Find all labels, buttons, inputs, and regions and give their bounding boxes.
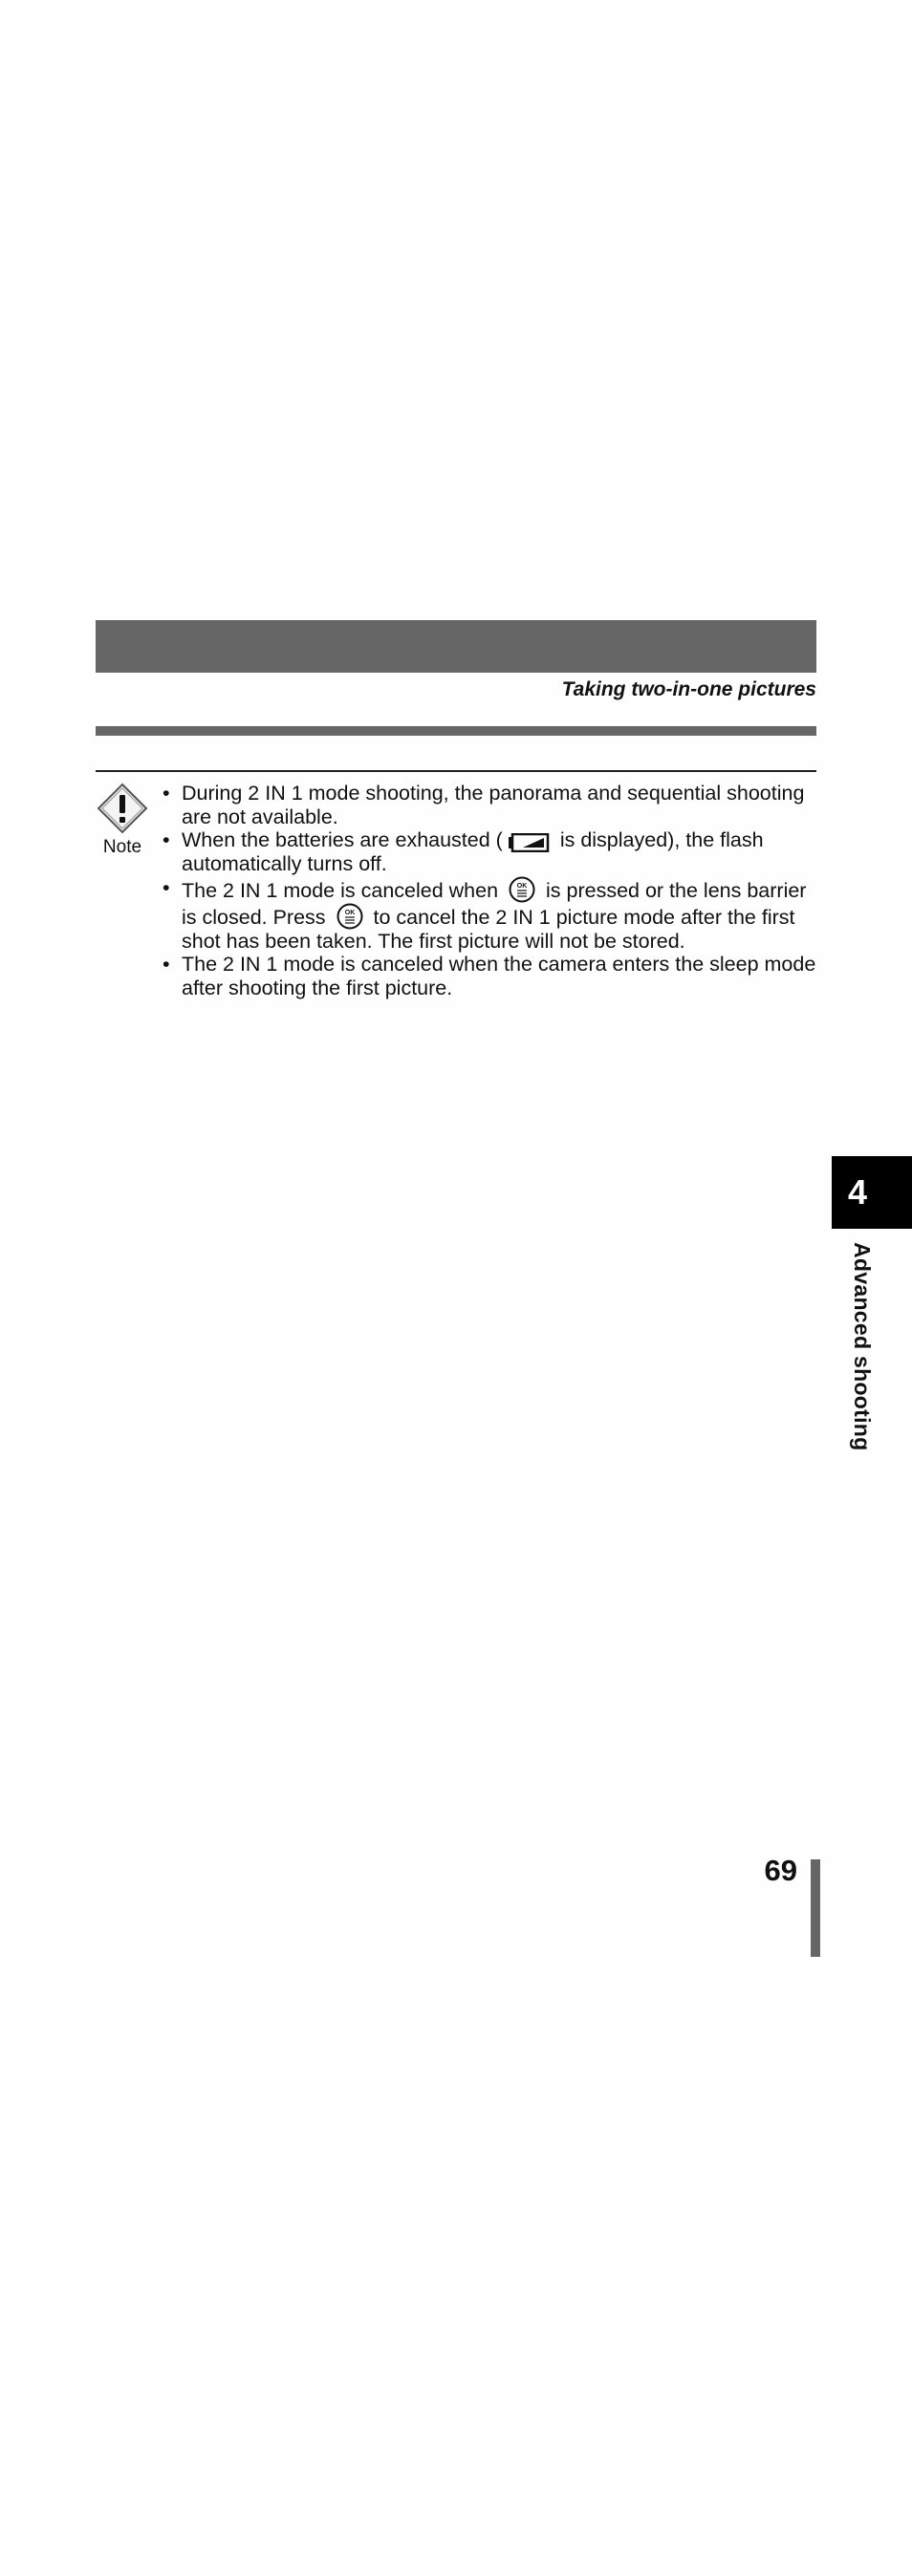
note-item-text: to cancel the 2 IN 1 picture mode after the first shot has been taken. The first picture will not be stored. <box>182 905 795 953</box>
note-item-text: is displayed), the flash automatically turns off. <box>182 828 764 875</box>
chapter-tab <box>832 1156 912 1229</box>
note-item <box>163 828 822 876</box>
warning-diamond-icon <box>96 782 149 835</box>
note-badge <box>96 782 149 858</box>
chapter-title: Advanced shooting <box>850 1242 875 1451</box>
chapter-header-bar <box>96 620 816 673</box>
note-item-text: During 2 IN 1 mode shooting, the panorama and sequential shooting are not available. <box>182 782 805 828</box>
battery-low-icon <box>508 833 550 852</box>
bullet: • <box>163 953 170 976</box>
note-label: Note <box>102 837 142 857</box>
section-title: Taking two-in-one pictures <box>561 678 816 700</box>
ok-menu-button-icon <box>509 876 535 903</box>
svg-text:OK: OK <box>344 909 355 916</box>
note-item-text: is pressed or the lens barrier is closed. Press <box>182 878 807 929</box>
note-item-text: The 2 IN 1 mode is canceled when <box>182 878 505 902</box>
section-divider <box>96 726 816 736</box>
svg-text:OK: OK <box>516 882 528 890</box>
note-item-text: When the batteries are exhausted ( <box>182 828 503 851</box>
note-item <box>163 782 822 828</box>
bullet: • <box>163 782 170 805</box>
chapter-number: 4 <box>847 1172 868 1212</box>
ok-menu-button-icon <box>337 903 363 930</box>
bullet: • <box>163 828 170 851</box>
bullet: • <box>163 875 170 899</box>
note-item-text: The 2 IN 1 mode is canceled when the camera enters the sleep mode after shooting the first picture. <box>182 953 816 999</box>
note-divider <box>96 770 816 772</box>
page-marker <box>811 1859 820 1957</box>
page-number: 69 <box>764 1854 797 1887</box>
note-item <box>163 876 822 954</box>
note-list <box>163 782 822 999</box>
note-item <box>163 953 822 999</box>
